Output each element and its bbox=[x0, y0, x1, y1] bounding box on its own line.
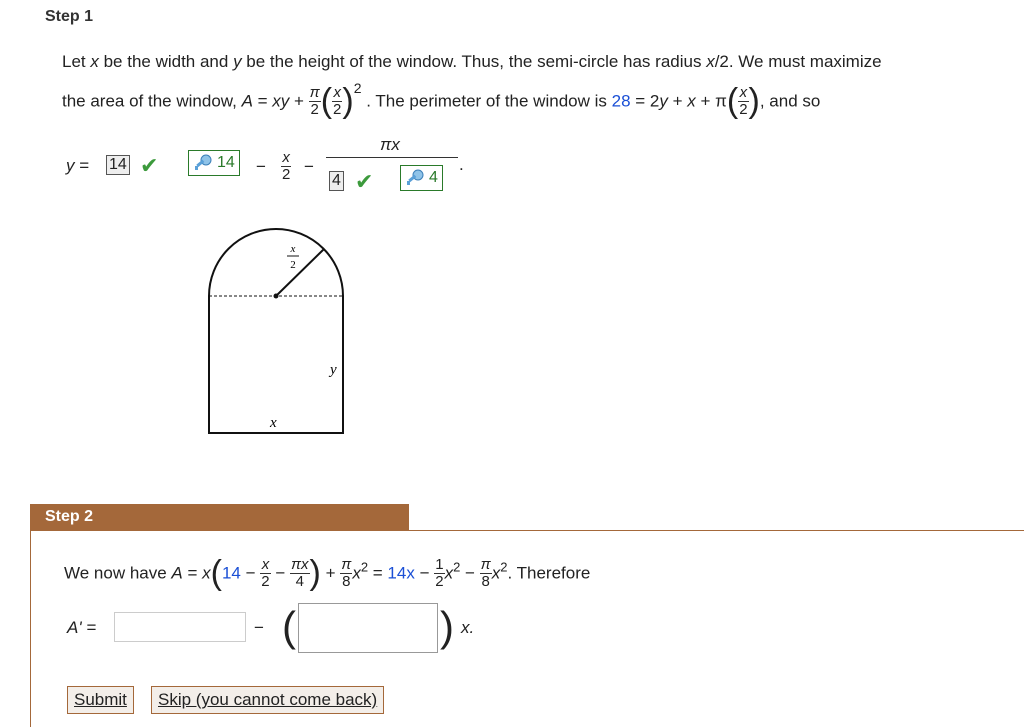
a-prime-input[interactable] bbox=[114, 612, 246, 642]
x-over-2-fraction: $\frac{x}{2}$ bbox=[282, 149, 291, 183]
fraction-bar bbox=[326, 157, 458, 158]
pi-x-numerator: πx bbox=[380, 135, 400, 154]
radius-den-label: 2 bbox=[290, 259, 296, 271]
x-over-2-fraction: $\frac{x}{2}$ bbox=[333, 84, 342, 118]
a-prime-label: A' = bbox=[67, 618, 97, 637]
step1-line1: Let x be the width and y be the height of the window. Thus, the semi-circle has radius x/2. We must maximize bbox=[62, 52, 882, 71]
radius-num-label: x bbox=[290, 243, 296, 255]
pi-over-2-fraction: $\frac{\pi}{2}$ bbox=[309, 84, 320, 118]
step2-title: Step 2 bbox=[30, 504, 409, 530]
answer-box-4: 4 bbox=[329, 171, 344, 191]
coefficient-input[interactable] bbox=[298, 603, 438, 653]
minus-sign: − bbox=[304, 157, 314, 176]
check-icon: ✔ bbox=[355, 169, 374, 194]
period: . bbox=[459, 155, 464, 174]
step1-title: Step 1 bbox=[45, 8, 94, 25]
step1-line2: the area of the window, A = xy + $\frac{\pi}{2}$ ( $\frac{x}{2}$ )$^2$ . The perimeter of the window is 28 = 2y + x + π( $\frac{x}{2}$ ), and so bbox=[62, 80, 821, 120]
minus-sign: − bbox=[256, 157, 266, 176]
right-paren: ) bbox=[440, 603, 454, 650]
step2-line1: We now have A = x(14 − $\frac{x}{2}$ − $\frac{\pi x}{4}$ ) + $\frac{\pi}{8}$ $x^2 = 14x$ − $\frac{1}{2}$ $x^2$ − $\frac{\pi}{8}$ $x^2$. Therefore bbox=[64, 554, 591, 592]
key-icon bbox=[405, 168, 425, 188]
answer-key-4[interactable]: 4 bbox=[400, 165, 443, 193]
check-icon: ✔ bbox=[140, 153, 159, 178]
x-label: x. bbox=[461, 618, 475, 637]
y-equals-label: y = bbox=[66, 156, 90, 175]
minus-sign: − bbox=[254, 618, 264, 637]
skip-button[interactable]: Skip (you cannot come back) bbox=[151, 686, 384, 714]
height-label: y bbox=[330, 362, 337, 378]
width-label: x bbox=[270, 415, 277, 431]
submit-button[interactable]: Submit bbox=[67, 686, 134, 714]
left-paren: ( bbox=[282, 603, 296, 650]
answer-key-14[interactable]: 14 bbox=[188, 150, 240, 178]
answer-box-14: 14 bbox=[106, 155, 130, 175]
window-diagram bbox=[200, 222, 350, 438]
key-icon bbox=[193, 153, 213, 173]
perimeter-value: 28 bbox=[611, 91, 631, 111]
